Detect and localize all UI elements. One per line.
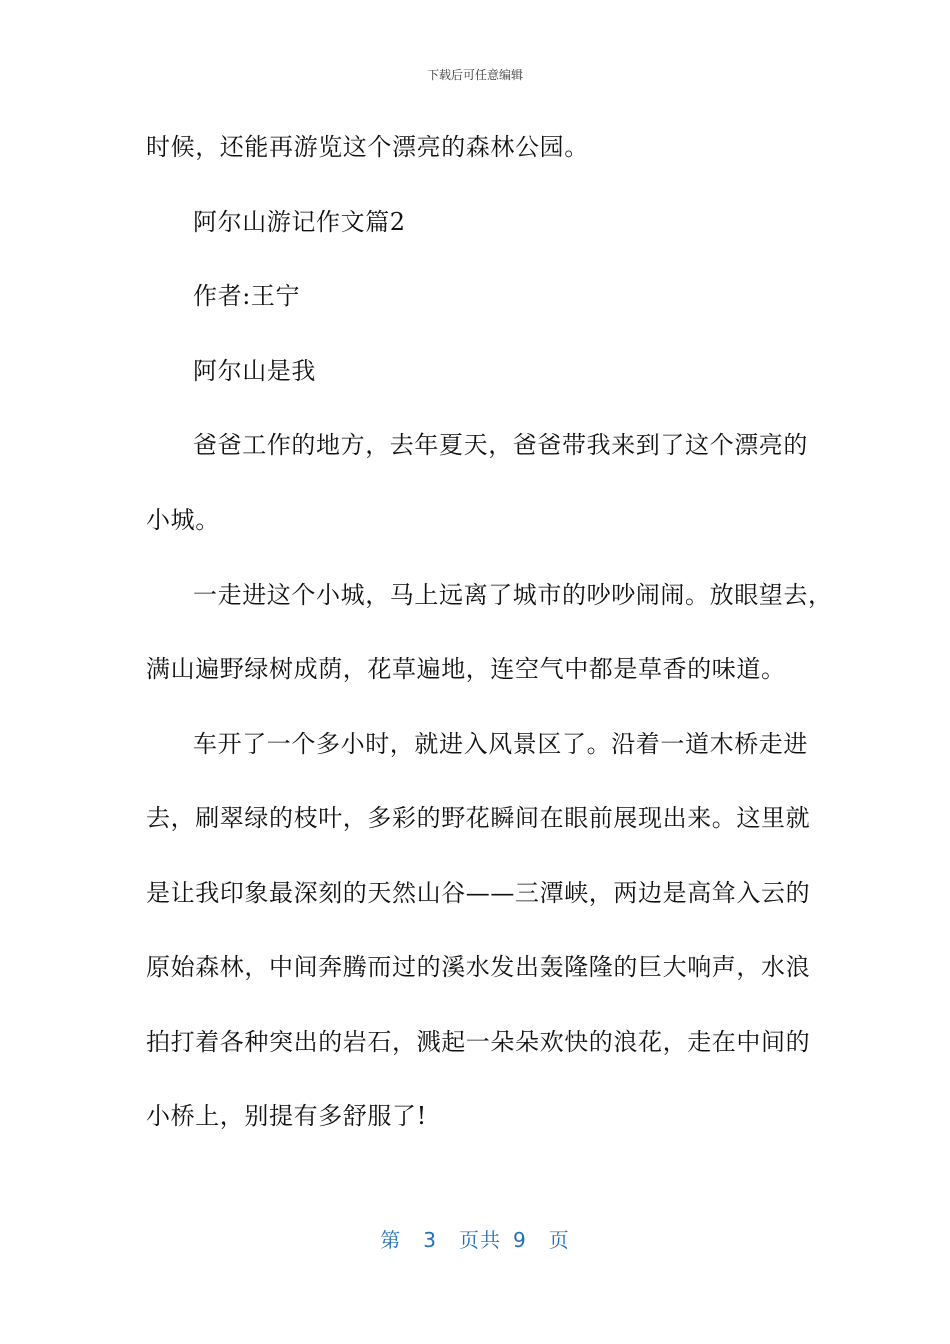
footer-page-number: 3 bbox=[423, 1228, 437, 1252]
page-footer bbox=[0, 1224, 950, 1253]
text-line-14: 小桥上，别提有多舒服了! bbox=[146, 1102, 427, 1130]
text-line-8: 满山遍野绿树成荫，花草遍地，连空气中都是草香的味道。 bbox=[146, 655, 786, 683]
section-title: 阿尔山游记作文篇2 bbox=[193, 208, 406, 236]
text-line-11: 是让我印象最深刻的天然山谷——三潭峡，两边是高耸入云的 bbox=[146, 879, 811, 907]
text-line-10: 去，刷翠绿的枝叶，多彩的野花瞬间在眼前展现出来。这里就 bbox=[146, 804, 811, 832]
footer-mid: 页共 bbox=[459, 1228, 501, 1252]
text-line-6: 小城。 bbox=[146, 506, 220, 534]
text-line-12: 原始森林，中间奔腾而过的溪水发出轰隆隆的巨大响声，水浪 bbox=[146, 953, 811, 981]
text-line-7: 一走进这个小城，马上远离了城市的吵吵闹闹。放眼望去， bbox=[193, 581, 833, 609]
author-line: 作者:王宁 bbox=[193, 282, 301, 310]
footer-total-pages: 9 bbox=[513, 1228, 527, 1252]
footer-suffix: 页 bbox=[548, 1228, 570, 1252]
text-line-4: 阿尔山是我 bbox=[193, 357, 316, 385]
text-line-13: 拍打着各种突出的岩石，溅起一朵朵欢快的浪花，走在中间的 bbox=[146, 1028, 811, 1056]
header-note: 下载后可任意编辑 bbox=[426, 68, 523, 82]
text-line-5: 爸爸工作的地方，去年夏天，爸爸带我来到了这个漂亮的 bbox=[193, 431, 808, 459]
text-line-9: 车开了一个多小时，就进入风景区了。沿着一道木桥走进 bbox=[193, 730, 808, 758]
footer-prefix: 第 bbox=[380, 1228, 402, 1252]
text-line-1: 时候，还能再游览这个漂亮的森林公园。 bbox=[146, 133, 589, 161]
